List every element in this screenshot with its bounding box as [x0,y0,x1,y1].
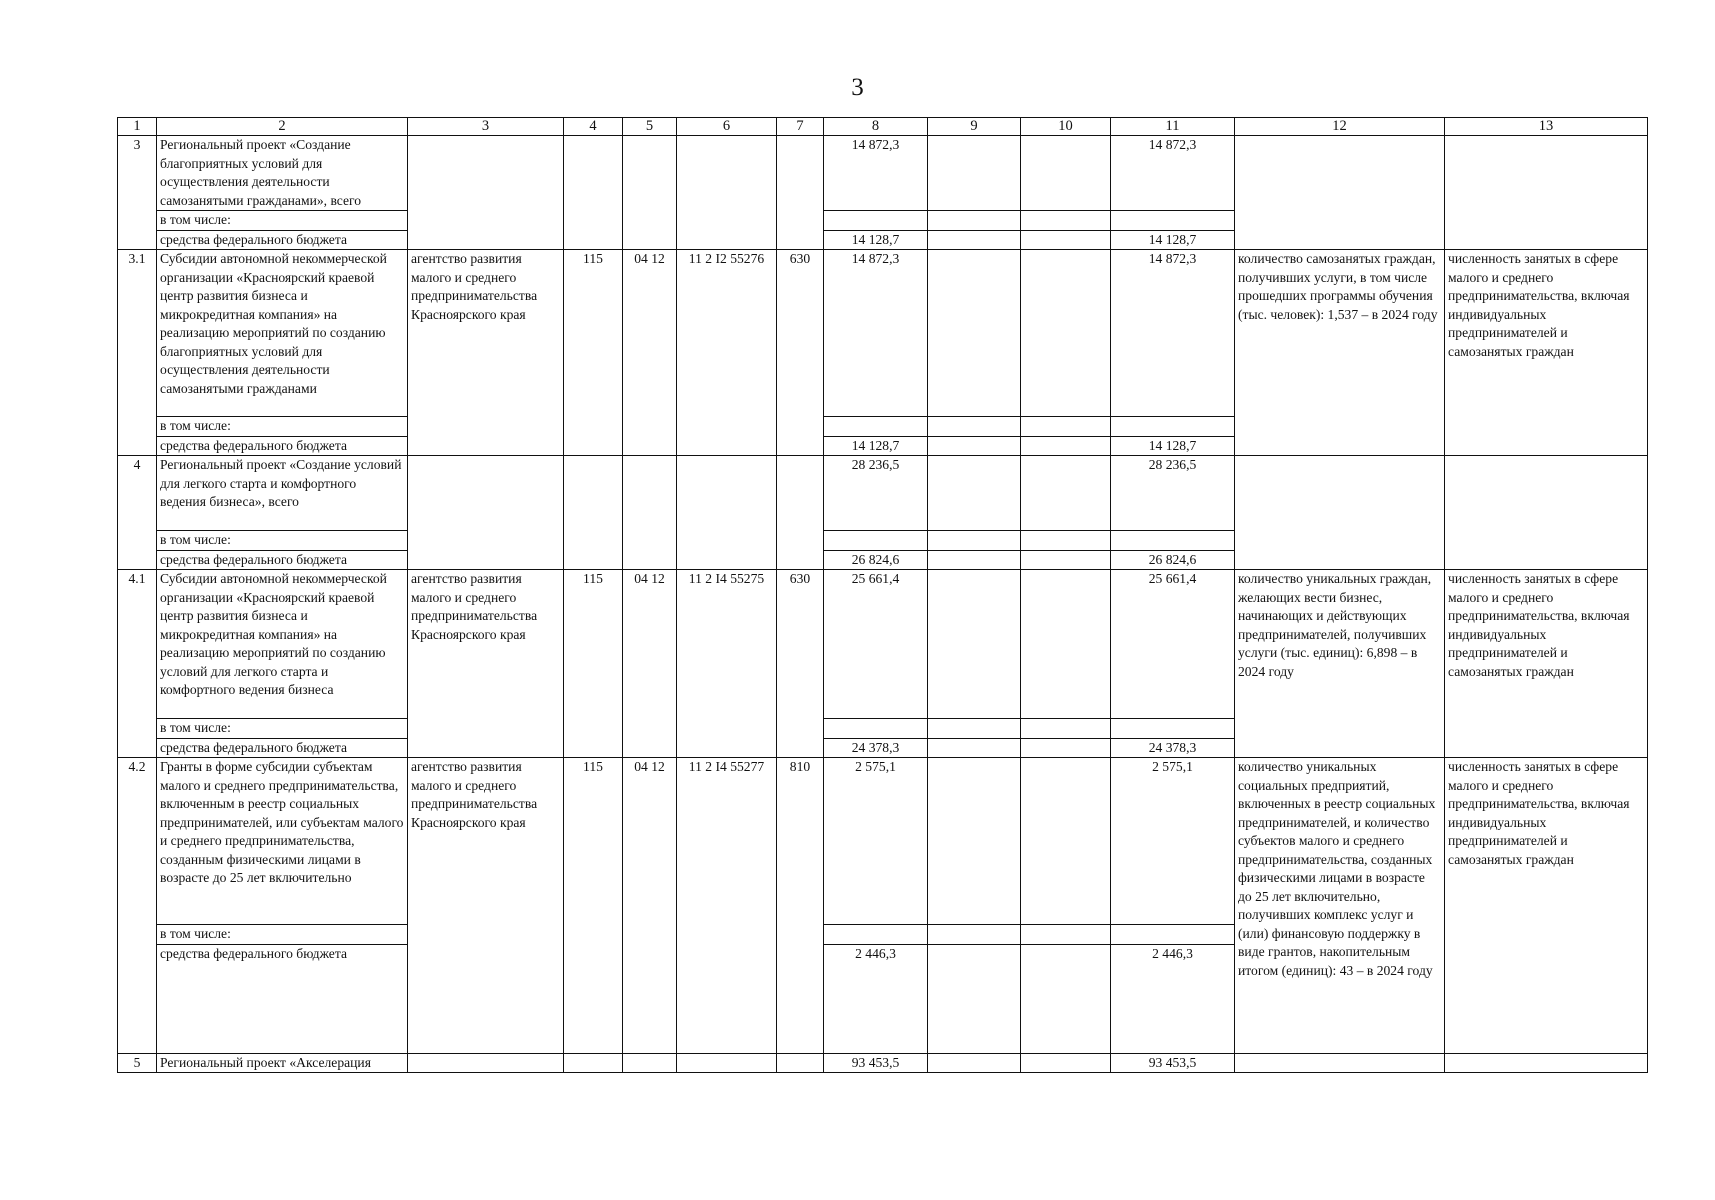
code-col4: 115 [564,758,623,1054]
executor: агентство развития малого и среднего предпринимательства Красноярского края [408,570,564,758]
col-header: 1 [118,118,157,136]
code-col6: 11 2 I2 55276 [677,250,777,456]
code-col5: 04 12 [623,570,677,758]
fed-label: средства федерального бюджета [157,738,408,758]
col-header: 11 [1111,118,1235,136]
indicator-text: численность занятых в сфере малого и среднего предпринимательства, включая индивидуальных предпринимателей и самозанятых граждан [1445,570,1648,758]
amount-col11: 26 824,6 [1111,550,1235,570]
column-header-row [118,118,1648,136]
code-col6: 11 2 I4 55275 [677,570,777,758]
page-number: 3 [851,74,864,101]
col-header: 5 [623,118,677,136]
row-name: Региональный проект «Акселерация [157,1053,408,1073]
code-col4: 115 [564,250,623,456]
fed-label: средства федерального бюджета [157,436,408,456]
result-text: количество уникальных социальных предприятий, включенных в реестр социальных предпринимателей, и количество субъектов малого и среднего предпринимательства, созданных физическими лицами в возрасте до 25 лет включительно, получивших комплекс услуг и (или) финансовую поддержку в виде грантов, накопительным итогом (единиц): 43 – в 2024 году [1235,758,1445,1054]
col-header: 3 [408,118,564,136]
result-text [1235,456,1445,570]
amount-col11: 24 378,3 [1111,738,1235,758]
row-name: Субсидии автономной некоммерческой организации «Красноярский краевой центр развития бизнеса и микрокредитная компания» на реализацию мероприятий по созданию благоприятных условий для осуществления деятельности самозанятыми гражданами [157,250,408,417]
executor: агентство развития малого и среднего предпринимательства Красноярского края [408,250,564,456]
col-header: 7 [777,118,824,136]
amount-col8: 14 872,3 [824,250,928,417]
amount-col8: 14 128,7 [824,230,928,250]
executor [408,456,564,570]
row-number: 4 [118,456,157,570]
amount-col11: 2 446,3 [1111,944,1235,1053]
table-row [118,1053,1648,1073]
code-col4: 115 [564,570,623,758]
amount-col11: 93 453,5 [1111,1053,1235,1073]
fed-label: средства федерального бюджета [157,550,408,570]
col-header: 9 [928,118,1021,136]
row-name: Гранты в форме субсидии субъектам малого и среднего предпринимательства, включенным в реестр социальных предпринимателей, или субъектам малого и среднего предпринимательства, созданным физическими лицами в возрасте до 25 лет включительно [157,758,408,925]
incl-label: в том числе: [157,531,408,551]
amount-col8: 2 446,3 [824,944,928,1053]
code-col6: 11 2 I4 55277 [677,758,777,1054]
incl-label: в том числе: [157,719,408,739]
col-header: 12 [1235,118,1445,136]
col-header: 8 [824,118,928,136]
amount-col8: 28 236,5 [824,456,928,531]
row-name: Субсидии автономной некоммерческой организации «Красноярский краевой центр развития бизнеса и микрокредитная компания» на реализацию мероприятий по созданию условий для легкого старта и комфортного ведения бизнеса [157,570,408,719]
row-number: 3.1 [118,250,157,456]
amount-col8: 25 661,4 [824,570,928,719]
result-text: количество уникальных граждан, желающих вести бизнес, начинающих и действующих предпринимателей, получивших услуги (тыс. единиц): 6,898 – в 2024 году [1235,570,1445,758]
table-row [118,456,1648,531]
row-name: Региональный проект «Создание условий для легкого старта и комфортного ведения бизнеса», всего [157,456,408,531]
incl-label: в том числе: [157,925,408,945]
amount-col8: 93 453,5 [824,1053,928,1073]
amount-col8: 14 128,7 [824,436,928,456]
col-header: 10 [1021,118,1111,136]
table-row [118,570,1648,719]
code-col5: 04 12 [623,758,677,1054]
indicator-text [1445,456,1648,570]
result-text [1235,136,1445,250]
code-col7: 630 [777,250,824,456]
table-row [118,758,1648,925]
indicator-text [1445,136,1648,250]
amount-col8: 26 824,6 [824,550,928,570]
row-number: 4.2 [118,758,157,1054]
col-header: 6 [677,118,777,136]
code-col5: 04 12 [623,250,677,456]
col-header: 13 [1445,118,1648,136]
amount-col8: 14 872,3 [824,136,928,211]
amount-col11: 14 872,3 [1111,250,1235,417]
result-text: количество самозанятых граждан, получивших услуги, в том числе прошедших программы обучения (тыс. человек): 1,537 – в 2024 году [1235,250,1445,456]
executor: агентство развития малого и среднего предпринимательства Красноярского края [408,758,564,1054]
amount-col11: 14 872,3 [1111,136,1235,211]
amount-col11: 28 236,5 [1111,456,1235,531]
amount-col11: 14 128,7 [1111,436,1235,456]
executor [408,136,564,250]
row-number: 5 [118,1053,157,1073]
indicator-text: численность занятых в сфере малого и среднего предпринимательства, включая индивидуальных предпринимателей и самозанятых граждан [1445,758,1648,1054]
amount-col11: 25 661,4 [1111,570,1235,719]
budget-table [117,117,1648,1073]
fed-label: средства федерального бюджета [157,944,408,1053]
fed-label: средства федерального бюджета [157,230,408,250]
amount-col11: 14 128,7 [1111,230,1235,250]
table-row [118,136,1648,211]
incl-label: в том числе: [157,417,408,437]
col-header: 4 [564,118,623,136]
indicator-text: численность занятых в сфере малого и среднего предпринимательства, включая индивидуальных предпринимателей и самозанятых граждан [1445,250,1648,456]
amount-col8: 2 575,1 [824,758,928,925]
row-number: 4.1 [118,570,157,758]
col-header: 2 [157,118,408,136]
amount-col8: 24 378,3 [824,738,928,758]
row-number: 3 [118,136,157,250]
row-name: Региональный проект «Создание благоприятных условий для осуществления деятельности самозанятыми гражданами», всего [157,136,408,211]
table-row [118,250,1648,417]
code-col7: 810 [777,758,824,1054]
code-col7: 630 [777,570,824,758]
incl-label: в том числе: [157,211,408,231]
amount-col11: 2 575,1 [1111,758,1235,925]
